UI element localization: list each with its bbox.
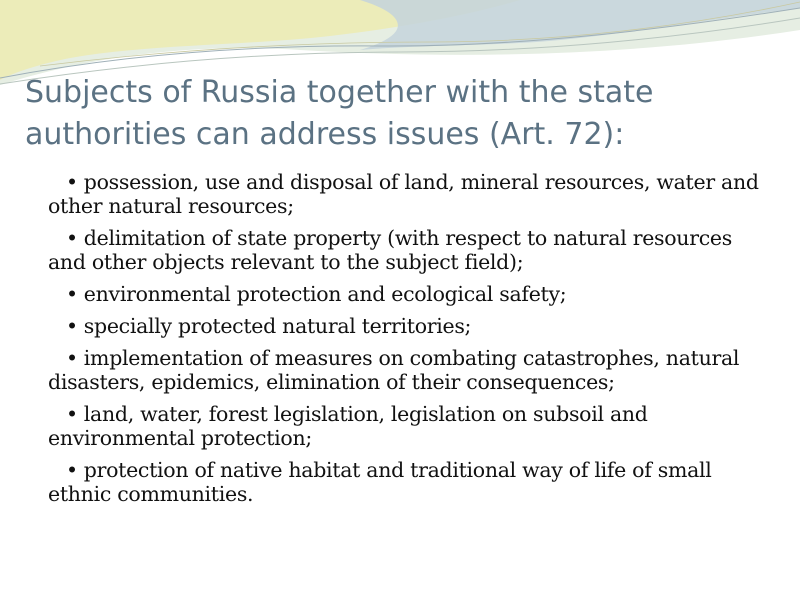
bullet-text: protection of native habitat and traditional way of life of small ethnic communities. [48, 458, 712, 506]
bullet-text: implementation of measures on combating catastrophes, natural disasters, epidemics, elimination of their consequences; [48, 346, 740, 394]
list-item [48, 170, 768, 218]
bullet-text: specially protected natural territories; [83, 314, 472, 338]
bullet-text: environmental protection and ecological safety; [83, 282, 567, 306]
bullet-mark: • [66, 170, 78, 194]
bullet-text: delimitation of state property (with respect to natural resources and other objects relevant to the subject field); [48, 226, 732, 274]
bullet-mark: • [66, 282, 78, 306]
list-item [48, 458, 768, 506]
bullet-mark: • [66, 458, 78, 482]
bullet-list [48, 170, 768, 514]
bullet-text: possession, use and disposal of land, mineral resources, water and other natural resources; [48, 170, 759, 218]
list-item [48, 226, 768, 274]
list-item [48, 314, 768, 338]
list-item [48, 402, 768, 450]
list-item [48, 346, 768, 394]
bullet-mark: • [66, 346, 78, 370]
list-item [48, 282, 768, 306]
bullet-text: land, water, forest legislation, legislation on subsoil and environmental protection; [48, 402, 648, 450]
bullet-mark: • [66, 314, 78, 338]
bullet-mark: • [66, 226, 78, 250]
bullet-mark: • [66, 402, 78, 426]
slide-title: Subjects of Russia together with the state authorities can address issues (Art. 72): [25, 75, 654, 152]
